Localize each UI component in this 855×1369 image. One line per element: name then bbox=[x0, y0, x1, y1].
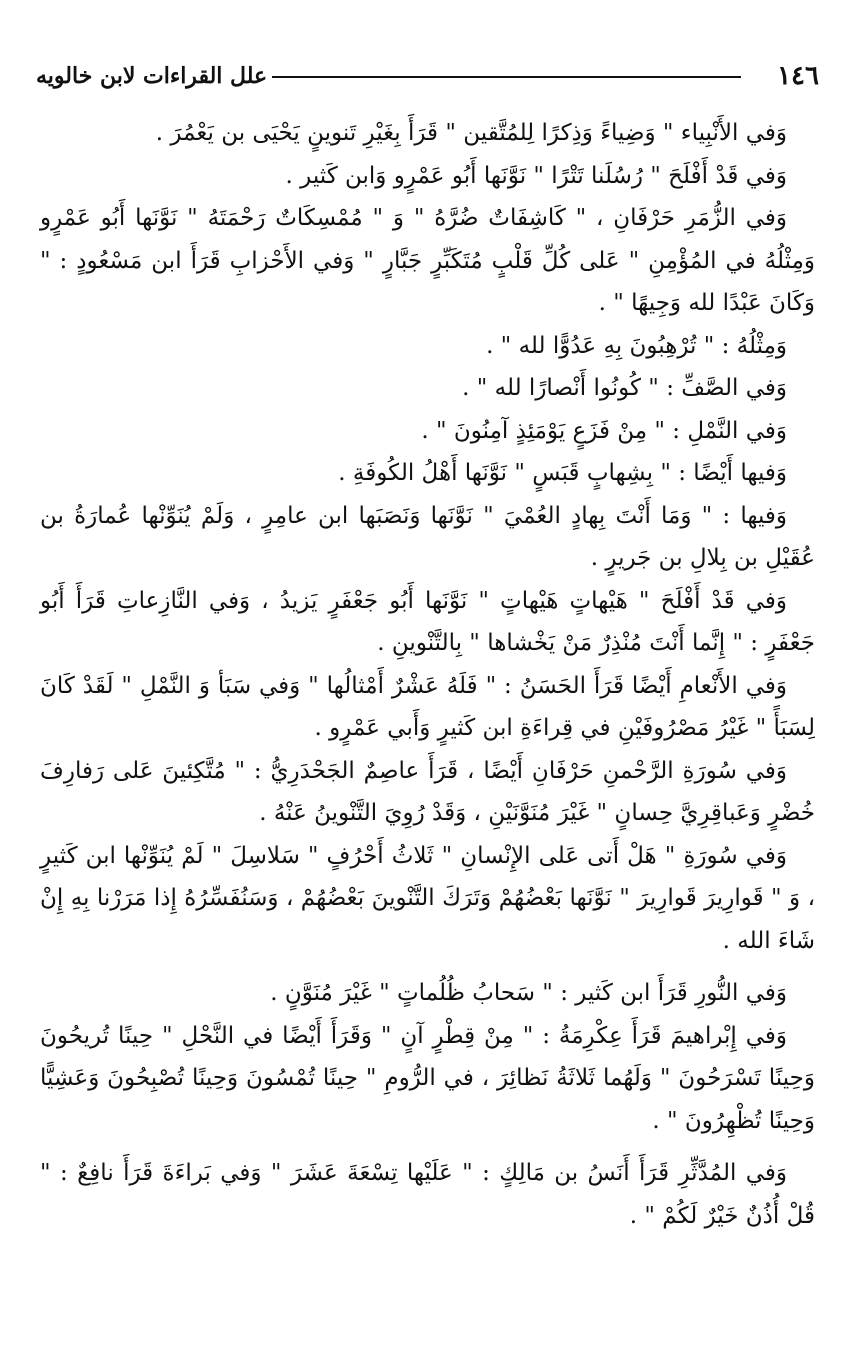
paragraph: وَفيها أَيْضًا : " بِشِهابٍ قَبَسٍ " نَوَّنَها أَهْلُ الكُوفَةِ . bbox=[338, 460, 787, 486]
paragraph: وَفي النُّورِ قَرَأَ ابن كَثير : " سَحابُ ظُلُماتٍ " غَيْرَ مُنَوَّنٍ . bbox=[270, 980, 787, 1006]
paragraph: وَمِثْلُهُ : " تُرْهِبُونَ بِهِ عَدُوًّا لله " . bbox=[486, 332, 787, 359]
paragraph: وَفي الصَّفِّ : " كُونُوا أَنْصارًا لله " . bbox=[462, 375, 787, 401]
paragraph: وَفي قَدْ أَفْلَحَ " هَيْهاتٍ هَيْهاتٍ " نَوَّنَها أَبُو جَعْفَرٍ يَزيدُ ، وَفي النَّازِعاتِ قَرَأَ أَبُو جَعْفَرٍ : " إِنَّما أَنْتَ مُنْذِرٌ مَنْ يَخْشاها " بِالتَّنْوينِ . bbox=[40, 587, 815, 656]
paragraph: وَفيها : " وَمَا أَنْتَ بِهادٍ العُمْيَ " نَوَّنَها وَنَصَبَها ابن عامِرٍ ، وَلَمْ يُنَوِّنْها عُمارَةُ بن عُقَيْلِ بن بِلالِ بن جَريرٍ . bbox=[40, 502, 815, 571]
paragraph: وَفي الأَنْعامِ أَيْضًا قَرَأَ الحَسَنُ : " فَلَهُ عَشْرٌ أَمْثالُها " وَفي سَبَأ وَ النَّمْلِ " لَقَدْ كَانَ لِسَبَأً " غَيْرُ مَصْرُوفَيْنِ في قِراءَةِ ابن كَثيرٍ وَأَبي عَمْرٍو . bbox=[40, 672, 815, 741]
running-title: علل القراءات لابن خالويه bbox=[36, 63, 268, 89]
paragraph: وَفي إِبْراهيمَ قَرَأَ عِكْرِمَةُ : " مِنْ قِطْرٍ آنٍ " وَقَرَأَ أَيْضًا في النَّحْلِ " حِينًا تُريحُونَ وَحِينًا تَسْرَحُونَ " وَلَهُما ثَلاثَةُ نَظائِرَ ، في الرُّومِ " حِينًا تُمْسُونَ وَحِينًا تُصْبِحُونَ وَعَشِيًّا وَحِينًا تُظْهِرُونَ " . bbox=[40, 1022, 815, 1134]
paragraph: وَفي الأَنْبِياء " وَضِياءً وَذِكرًا لِلمُتَّقين " قَرَأَ بِغَيْرِ تَنوينٍ يَحْيَى بن يَعْمُرَ . bbox=[155, 120, 787, 146]
paragraph: وَفي الزُّمَرِ حَرْفَانِ ، " كَاشِفَاتٌ ضُرَّهُ " وَ " مُمْسِكَاتٌ رَحْمَتَهُ " نَوَّنَها أَبُو عَمْرٍو وَمِثْلُهُ في المُؤْمِنِ " عَلى كُلِّ قَلْبٍ مُتَكَبِّرٍ جَبَّارٍ " وَفي الأَحْزابِ قَرَأَ ابن مَسْعُودٍ : " وَكَانَ عَبْدًا لله وَجِيهًا " . bbox=[40, 205, 815, 316]
page-header bbox=[36, 56, 819, 96]
paragraph: وَفي المُدَّثِّرِ قَرَأَ أَنَسُ بن مَالِكٍ : " عَلَيْها تِسْعَةَ عَشَرَ " وَفي بَراءَةَ قَرَأَ نافِعٌ : " قُلْ أُذُنٌ خَيْرٌ لَكُمْ " . bbox=[40, 1160, 815, 1229]
page-number: ١٤٦ bbox=[777, 61, 819, 91]
paragraph: وَفي سُورَةِ " هَلْ أَتى عَلى الإِنْسانِ " ثَلاثُ أَحْرُفٍ " سَلاسِلَ " لَمْ يُنَوِّنْها ابن كَثيرٍ ، وَ " قَوارِيرَ قَوارِيرَ " نَوَّنَها بَعْضُهُمْ وَتَرَكَ التَّنْوينَ بَعْضُهُمْ ، وَسَنُفَسِّرُهُ إِذا مَرَرْنا بِهِ إِنْ شَاءَ الله . bbox=[40, 842, 815, 954]
paragraph: وَفي النَّمْلِ : " مِنْ فَزَعٍ يَوْمَئِذٍ آمِنُونَ " . bbox=[421, 417, 787, 444]
header-rule bbox=[272, 76, 741, 78]
page-body bbox=[40, 112, 815, 1237]
paragraph: وَفي قَدْ أَفْلَحَ " رُسُلَنا تَتْرًا " نَوَّنَها أَبُو عَمْرٍو وَابن كَثير . bbox=[285, 162, 787, 189]
paragraph: وَفي سُورَةِ الرَّحْمنِ حَرْفَانِ أَيْضًا ، قَرَأَ عاصِمٌ الجَحْدَرِيُّ : " مُتَّكِئينَ عَلى رَفارِفَ خُضْرٍ وَعَباقِرِيَّ حِسانٍ " غَيْرَ مُنَوَّنَيْنِ ، وَقَدْ رُوِيَ التَّنْوينُ عَنْهُ . bbox=[40, 757, 815, 826]
